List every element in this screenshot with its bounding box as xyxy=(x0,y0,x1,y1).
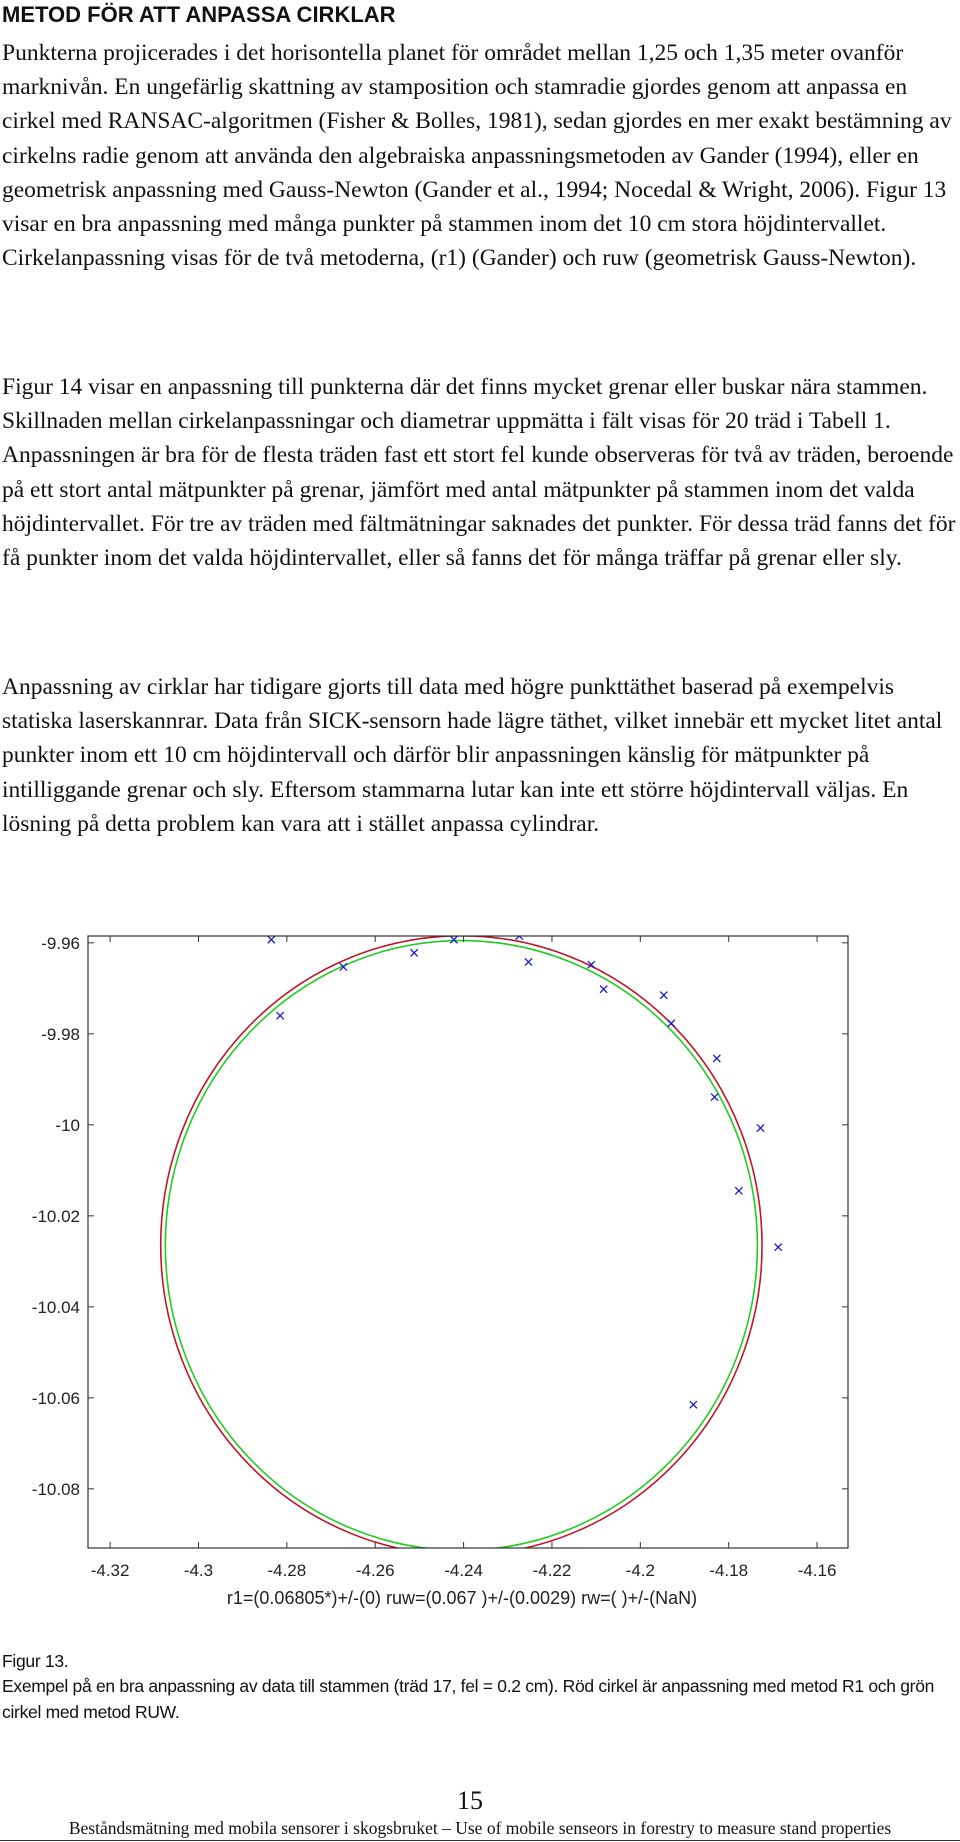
data-point xyxy=(711,1093,718,1100)
figure-caption: Exempel på en bra anpassning av data till stammen (träd 17, fel = 0.2 cm). Röd cirkel är anpassning med metod R1 och grön cirkel med metod RUW. xyxy=(2,1676,935,1722)
paragraph-2: Figur 14 visar en anpassning till punkterna där det finns mycket grenar eller buskar nära stammen. Skillnaden mellan cirkelanpassningar och diametrar uppmätta i fält visas för 20 träd i Tabell 1. Anpassningen är bra för de flesta träden fast ett stort fel kunde observeras för två av träden, beroende på ett stort antal mätpunkter på grenar, jämfört med antal mätpunkter på stammen inom det valda höjdintervallet. För tre av träden med fältmätningar saknades det punkter. För dessa träd fanns det för få punkter inom det valda höjdintervallet, eller så fanns det för många träffar på grenar eller sly. xyxy=(2,374,956,572)
data-point xyxy=(668,1020,675,1027)
y-tick-label: -10.04 xyxy=(31,1297,80,1317)
data-point xyxy=(735,1187,742,1194)
x-tick-label: -4.26 xyxy=(355,1561,395,1580)
data-point xyxy=(410,949,417,956)
paragraph-3: Anpassning av cirklar har tidigare gjorts till data med högre punkttäthet baserad på exempelvis statiska laserskannrar. Data från SICK-sensorn hade lägre täthet, vilket innebär ett mycket litet antal punkter inom ett 10 cm höjdintervall och därför blir anpassningen känslig för mätpunkter på intilliggande grenar och sly. Eftersom stammarna lutar kan inte ett större höjdintervall väljas. En lösning på detta problem kan vara att i stället anpassa cylindrar. xyxy=(2,674,943,837)
fit-circle-r1 xyxy=(161,936,762,1555)
axes-frame xyxy=(88,936,848,1548)
figure-13 xyxy=(0,920,960,1620)
x-tick-label: -4.28 xyxy=(267,1561,307,1580)
y-tick-label: -10.08 xyxy=(31,1479,80,1499)
page-footer: Beståndsmätning med mobila sensorer i skogsbruket – Use of mobile senseors in forestry to measure stand properties xyxy=(68,1818,892,1838)
data-point xyxy=(690,1401,697,1408)
y-tick-label: -10.06 xyxy=(31,1388,80,1408)
x-tick-label: -4.32 xyxy=(90,1561,130,1580)
data-point xyxy=(713,1055,720,1062)
y-tick-label: -9.98 xyxy=(41,1024,80,1044)
data-point xyxy=(450,936,457,943)
x-tick-label: -4.24 xyxy=(444,1561,483,1580)
x-tick-label: -4.2 xyxy=(625,1561,655,1580)
y-tick-label: -10.02 xyxy=(31,1206,80,1226)
data-point xyxy=(525,958,532,965)
x-tick-label: -4.3 xyxy=(183,1561,214,1580)
page-number: 15 xyxy=(457,1786,483,1815)
plot-content xyxy=(161,932,782,1555)
data-point xyxy=(268,936,275,943)
axis-ticks xyxy=(32,934,848,1580)
data-point xyxy=(660,992,667,999)
x-tick-label: -4.18 xyxy=(709,1561,749,1580)
section-heading: METOD FÖR ATT ANPASSA CIRKLAR xyxy=(2,2,396,27)
footer-rule xyxy=(0,1840,960,1841)
fit-circle-ruw xyxy=(165,941,757,1551)
circle-fit-chart xyxy=(0,920,960,1620)
y-tick-label: -9.96 xyxy=(41,933,80,953)
x-axis-label: r1=(0.06805*)+/-(0) ruw=(0.067 )+/-(0.0029) rw=( )+/-(NaN) xyxy=(226,1588,698,1608)
data-point xyxy=(277,1012,284,1019)
data-point xyxy=(775,1244,782,1251)
data-point xyxy=(757,1124,764,1131)
x-tick-label: -4.16 xyxy=(797,1561,837,1580)
data-point xyxy=(600,986,607,993)
y-tick-label: -10 xyxy=(55,1115,80,1135)
paragraph-1: Punkterna projicerades i det horisontella planet för området mellan 1,25 och 1,35 meter ovanför marknivån. En ungefärlig skattning av stamposition och stamradie gjordes genom att anpassa en cirkel med RANSAC-algoritmen (Fisher & Bolles, 1981), sedan gjordes en mer exakt bestämning av cirkelns radie genom att använda den algebraiska anpassningsmetoden av Gander (1994), eller en geometrisk anpassning med Gauss-Newton (Gander et al., 1994; Nocedal & Wright, 2006). Figur 13 visar en bra anpassning med många punkter på stammen inom det 10 cm stora höjdintervallet. Cirkelanpassning visas för de två metoderna, (r1) (Gander) och ruw (geometrisk Gauss-Newton). xyxy=(2,40,952,272)
x-tick-label: -4.22 xyxy=(532,1561,572,1580)
figure-label: Figur 13. xyxy=(2,1651,69,1671)
